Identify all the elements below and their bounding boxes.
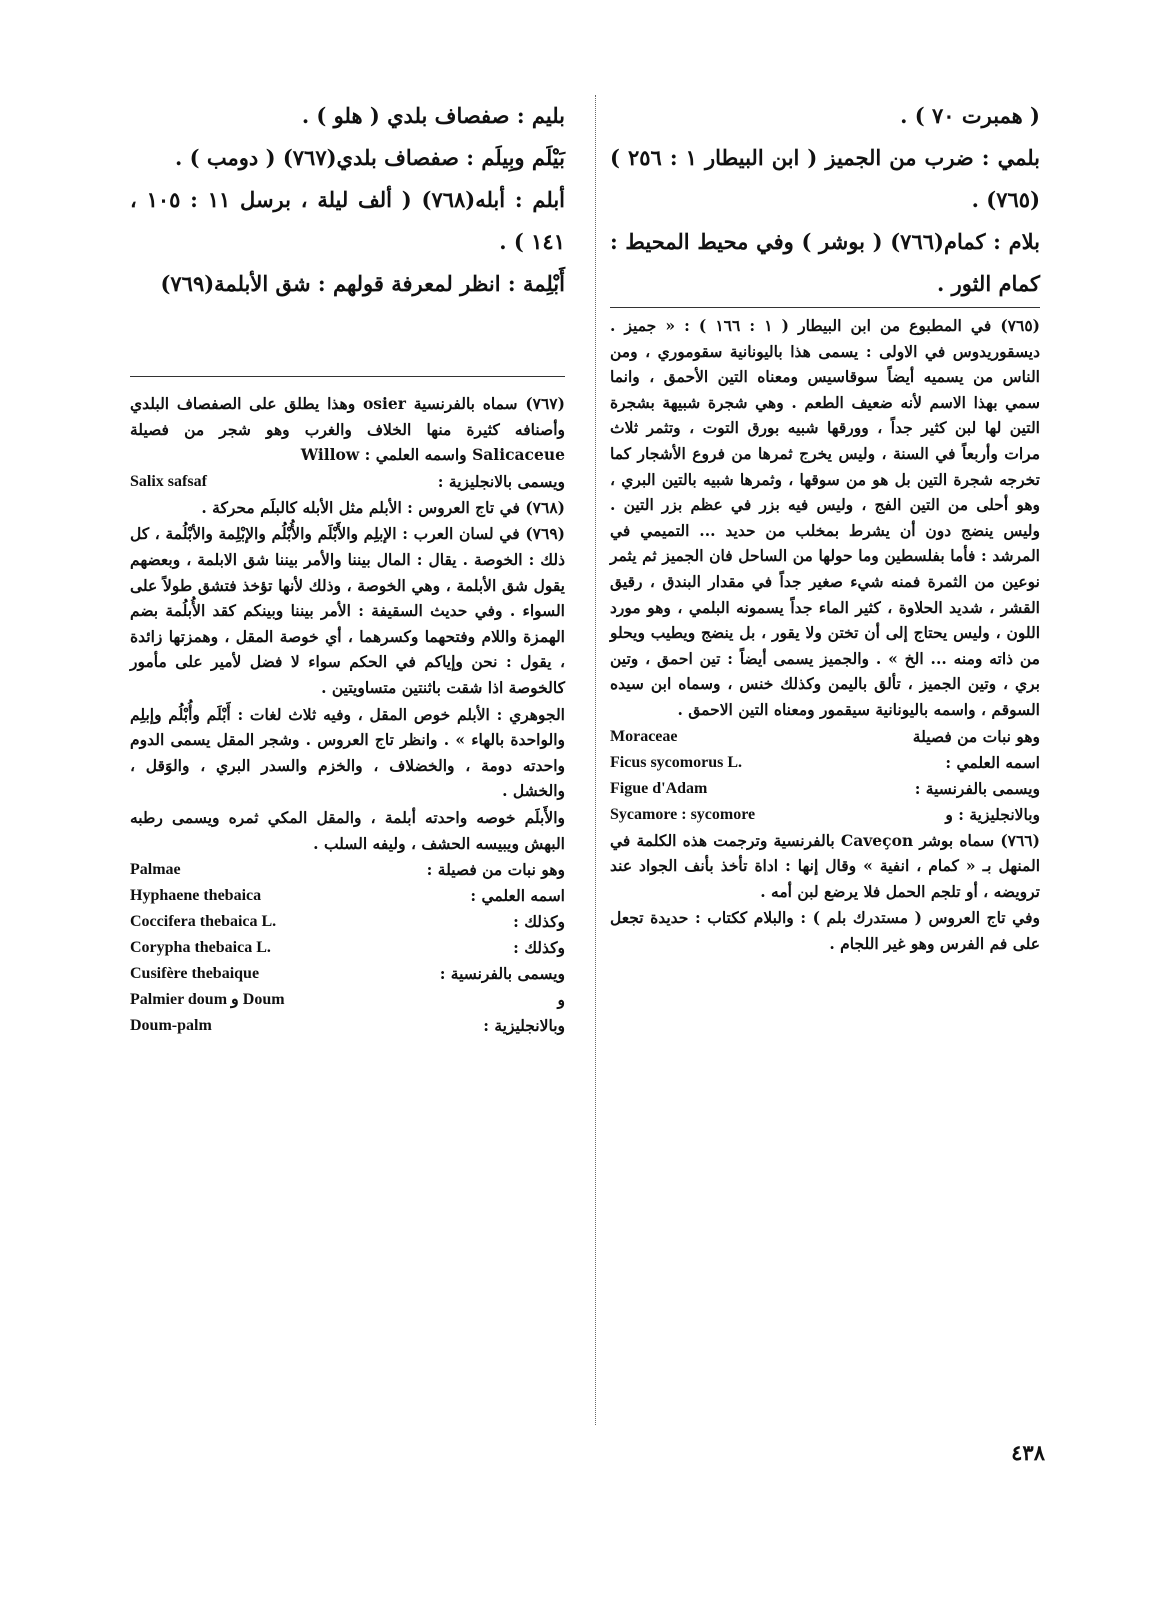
- arabic-label: وبالانجليزية :: [483, 1016, 565, 1036]
- latin-term: Doum-palm: [130, 1017, 212, 1035]
- entry: بلام : كمام(٧٦٦) ( بوشر ) وفي محيط المحيط : كمام الثور .: [610, 229, 1040, 296]
- footnote-divider: [130, 376, 565, 377]
- latin-term: Figue d'Adam: [610, 779, 708, 797]
- footnote-text: والأَبلَم خوصه واحدته أبلمة ، والمقل المكي ثمره ويسمى رطبه البهش ويبيسه الحشف ، وليفه السلب .: [130, 807, 565, 853]
- latin-term: Moraceae: [610, 727, 678, 745]
- latin-row: [610, 750, 1040, 776]
- arabic-label: ويسمى بالفرنسية :: [439, 964, 565, 984]
- arabic-label: وبالانجليزية : و: [945, 804, 1040, 824]
- footnote-text: وفي تاج العروس ( مستدرك بلم ) : والبلام ككتاب : حديدة تجعل على فم الفرس وهو غير اللجام .: [610, 908, 1040, 953]
- footnote-text: الجوهري : الأبلم خوص المقل ، وفيه ثلاث لغات : أَبْلَم وأُبْلُم وإبلِم والواحدة بالهاء » . وانظر تاج العروس . وشجر المقل يسمى الدوم واحدته دومة ، والخضلاف ، والخزم والسدر البري ، والوَقل ، والخشل .: [130, 704, 565, 801]
- left-entries: [130, 95, 565, 375]
- right-entries: [610, 95, 1040, 305]
- arabic-label: اسمه العلمي :: [945, 752, 1040, 772]
- arabic-label: وكذلك :: [513, 938, 565, 958]
- latin-term: Hyphaene thebaica: [130, 887, 262, 905]
- entry: ( همبرت ٧٠ ) .: [900, 103, 1040, 128]
- column-divider: [595, 95, 596, 1425]
- latin-term: Sycamore : sycomore: [610, 805, 756, 823]
- entry: بلمي : ضرب من الجميز ( ابن البيطار ١ : ٢٥٦ )(٧٦٥) .: [610, 145, 1041, 212]
- latin-term: Ficus sycomorus L.: [610, 753, 742, 771]
- footnote-text: في المطبوع من ابن البيطار ( ١ : ١٦٦ ) : « جميز . ديسقوريدوس في الاولى : يسمى هذا باليونانية سقوموري ، ومن الناس من يسميه أيضاً سوقاسيس ومعناه التين الأحمق ، وانما سمي بهذا الاسم لأنه ضعيف الطعم . وهي شجرة شبيهة بشجرة التين لها لبن كثير جداً ، وورقها شبيه بورق التوت ، وتثمر ثلاث مرات وأربعاً في السنة ، وليس يخرج ثمرها من فروع الأشجار كما تخرجه شجرة التين بل هو من سوقها ، وثمرها شبيه بالتين البري ، وهو أحلى من التين الفج ، وليس فيه بزر في عظم بزر التين . وليس ينضج دون أن يشرط بمخلب من حديد ... التميمي في المرشد : فأما بفلسطين وما حولها من الساحل فان الجميز ثم يثمر نوعين من الثمرة فمنه شيء صغير جداً في مقدار البندق ، رقيق القشر ، شديد الحلاوة ، كثير الماء جداً يسمونه البلمي ، وهو مورد اللون ، وليس يحتاج إلى أن تختن ولا يقور ، بل ينضج ويطيب ويحلو من ذاته ومنه ... الخ » . والجميز يسمى أيضاً : تين احمق ، وتين بري ، وتين الجميز ، تألق باليمن وكذلك خنس ، وسماه ابن سيده السوقم ، واسمه باليونانية سيقمور ومعناه التين الاحمق .: [610, 316, 1040, 719]
- footnote-767: [130, 391, 565, 468]
- latin-term: Palmae: [130, 861, 181, 879]
- latin-row: [610, 724, 1040, 750]
- entry: بَيْلَم وبِيلَم : صفصاف بلدي(٧٦٧) ( دومب ) .: [175, 145, 565, 170]
- footnote-text: سماه بوشر Caveçon بالفرنسية وترجمت هذه الكلمة في المنهل بـ « كمام ، انفية » وقال إنها : اداة تأخذ بأنف الجواد عند ترويضه ، أو تلجم الحمل فلا يرضع لبن أمه .: [610, 830, 1040, 901]
- footnote-text: في لسان العرب : الإبلِم والأَبْلَم والأُبْلُم والإبْلِمة والأبْلُمة ، كل ذلك : الخوصة . يقال : المال بيننا والأمر بيننا شق الابلمة ، وبعضهم يقول شق الأبلمة ، وهي الخوصة ، وذلك لأنها تؤخذ فتشق طولاً على السواء . وفي حديث السقيفة : الأمر بيننا وبينكم كقد الأُبلُمة بضم الهمزة واللام وفتحهما وكسرهما ، أي خوصة المقل ، وهمزتها زائدة ، يقول : نحن وإياكم في الحكم سواء لا فضل لأمير على مأمور كالخوصة اذا شقت باثنتين متساويتين .: [130, 524, 565, 697]
- latin-row: [610, 776, 1040, 802]
- latin-row: [130, 935, 565, 961]
- latin-term: Corypha thebaica L.: [130, 939, 271, 957]
- footnote-769: [130, 521, 565, 700]
- entry: بليم : صفصاف بلدي ( هلو ) .: [301, 103, 565, 128]
- right-footnotes: [610, 313, 1040, 957]
- footnote-text: في تاج العروس : الأبلم مثل الأبله كالبلَم محركة .: [201, 497, 520, 517]
- arabic-label: و: [557, 990, 565, 1010]
- arabic-label: وكذلك :: [513, 912, 565, 932]
- latin-term: Cusifère thebaique: [130, 965, 260, 983]
- latin-row: [130, 857, 565, 883]
- footnote-number: (٧٦٦): [1000, 830, 1040, 850]
- footnote-number: (٧٦٩): [525, 524, 565, 544]
- left-footnotes: [130, 391, 565, 1039]
- footnote-765: [610, 313, 1040, 723]
- latin-term: Salix safsaf: [130, 472, 207, 490]
- footnote-768: [130, 495, 565, 521]
- latin-row: [130, 469, 565, 495]
- entry: أَبْلِمة : انظر لمعرفة قولهم : شق الأبلمة(٧٦٩): [160, 271, 565, 296]
- latin-term: Coccifera thebaica L.: [130, 913, 277, 931]
- footnote-text: سماه بالفرنسية osier وهذا يطلق على الصفصاف البلدي وأصنافه كثيرة منها الخلاف والغرب وهو شجر من فصيلة Salicaceue واسمه العلمي : Willow: [130, 394, 565, 465]
- footnote-number: (٧٦٧): [525, 394, 565, 413]
- latin-term: Palmier doum و Doum: [130, 991, 285, 1009]
- latin-row: [130, 987, 565, 1013]
- latin-row: [130, 883, 565, 909]
- footnote-divider: [610, 307, 1040, 308]
- arabic-label: وهو نبات من فصيلة :: [426, 860, 565, 880]
- page-number: ٤٣٨: [1011, 1440, 1045, 1465]
- latin-row: [130, 909, 565, 935]
- footnote-number: (٧٦٥): [1000, 316, 1040, 335]
- arabic-label: ويسمى بالفرنسية :: [914, 778, 1040, 798]
- latin-row: [130, 961, 565, 987]
- entry: أبلم : أبله(٧٦٨) ( ألف ليلة ، برسل ١١ : ١٠٥ ، ١٤١ ) .: [130, 187, 566, 254]
- arabic-label: اسمه العلمي :: [470, 886, 565, 906]
- footnote-number: (٧٦٨): [525, 497, 565, 517]
- footnote-766: [610, 828, 1040, 905]
- latin-row: [610, 802, 1040, 828]
- arabic-label: ويسمى بالانجليزية :: [437, 471, 565, 491]
- latin-row: [130, 1013, 565, 1039]
- arabic-label: وهو نبات من فصيلة: [912, 726, 1040, 746]
